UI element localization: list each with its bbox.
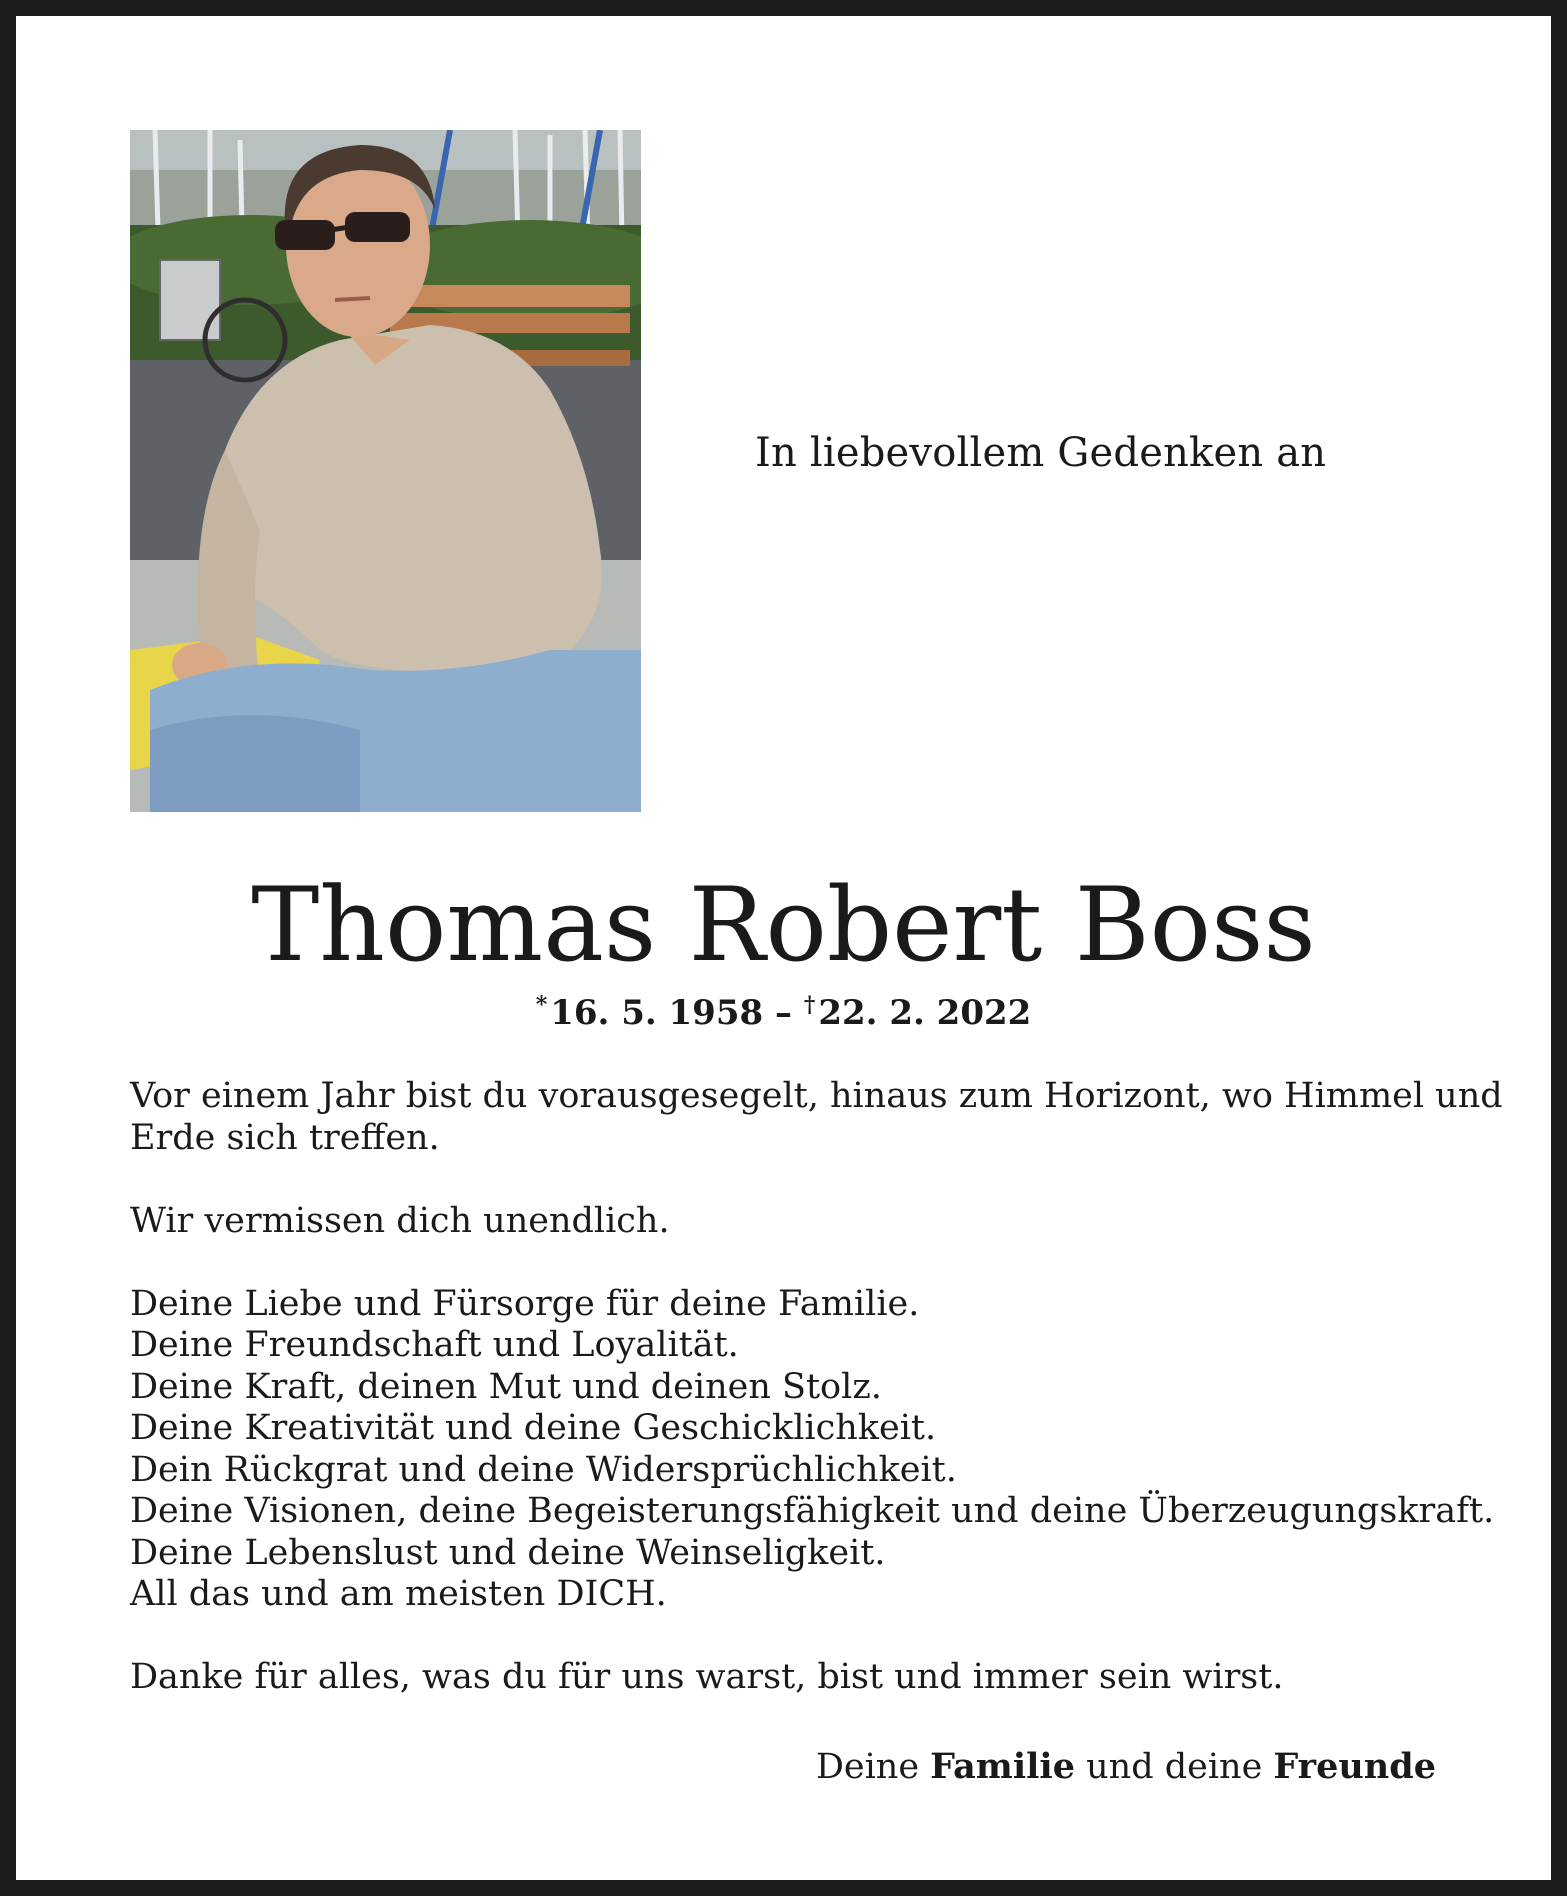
signature-family: Familie (930, 1746, 1075, 1787)
date-separator: – (763, 993, 804, 1033)
text-line: Deine Lebenslust und deine Weinseligkeit. (130, 1532, 886, 1573)
signature (816, 1746, 1436, 1787)
text-line: Deine Freundschaft und Loyalität. (130, 1325, 739, 1365)
memorial-text (130, 1076, 1503, 1740)
text-line: All das und am meisten DICH. (130, 1574, 667, 1614)
signature-part: und deine (1074, 1747, 1274, 1787)
birth-date: 16. 5. 1958 (550, 993, 764, 1033)
death-date: 22. 2. 2022 (818, 993, 1032, 1033)
portrait-photo (130, 130, 641, 812)
signature-friends: Freunde (1273, 1746, 1436, 1787)
text-line: Wir vermissen dich unendlich. (130, 1200, 670, 1241)
text-line: Vor einem Jahr bist du vorausgesegelt, hinaus zum Horizont, wo Himmel und (130, 1076, 1503, 1116)
paragraph-thanks (130, 1657, 1450, 1699)
life-dates (0, 992, 1567, 1033)
text-line: Danke für alles, was du für uns warst, bist und immer sein wirst. (130, 1657, 1284, 1697)
text-line: Deine Kraft, deinen Mut und deinen Stolz. (130, 1366, 882, 1407)
text-line: Erde sich treffen. (130, 1117, 440, 1158)
signature-part: Deine (815, 1747, 931, 1787)
paragraph-missing (130, 1201, 1450, 1243)
paragraph-sailing (130, 1076, 1503, 1159)
text-line: Deine Liebe und Fürsorge für deine Familie. (130, 1283, 920, 1324)
birth-symbol: * (535, 992, 548, 1018)
paragraph-qualities (130, 1283, 1495, 1616)
text-line: Deine Kreativität und deine Geschicklichkeit. (130, 1408, 937, 1448)
intro-heading: In liebevollem Gedenken an (755, 430, 1327, 476)
text-line: Dein Rückgrat und deine Widersprüchlichkeit. (130, 1449, 957, 1490)
death-symbol: † (803, 992, 816, 1018)
deceased-name: Thomas Robert Boss (251, 866, 1316, 985)
text-line: Deine Visionen, deine Begeisterungsfähigkeit und deine Überzeugungskraft. (130, 1491, 1495, 1531)
portrait-illustration (130, 130, 641, 812)
